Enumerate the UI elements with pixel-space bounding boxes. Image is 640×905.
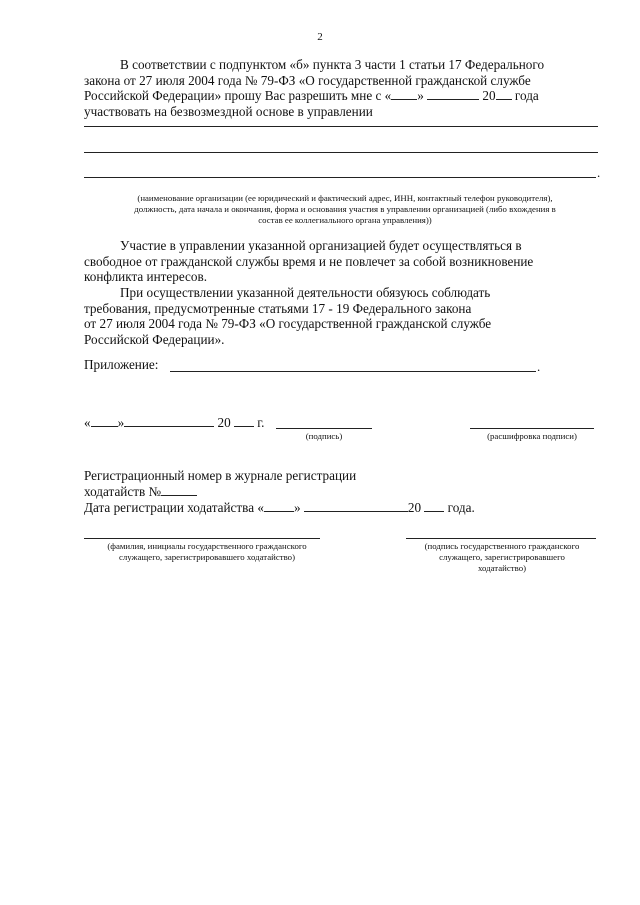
organization-line-2[interactable] <box>84 152 598 153</box>
registrar-name-caption-line-1: (фамилия, инициалы государственного гражданского <box>107 541 307 551</box>
registrar-signature-caption-line-3: ходатайство) <box>477 563 527 573</box>
registration-year-prefix: 20 <box>407 500 422 515</box>
signature-field[interactable] <box>276 428 372 429</box>
registration-day-field[interactable] <box>264 500 294 512</box>
registration-line-2 <box>84 484 197 500</box>
attachment-label: Приложение: <box>84 357 159 372</box>
registration-year-word: года. <box>447 500 475 515</box>
request-line-2: закона от 27 июля 2004 года № 79-ФЗ «О государственной гражданской службе <box>84 72 531 88</box>
organization-caption-line-3: состав ее коллегиального органа управления)) <box>258 215 432 225</box>
organization-line-1[interactable] <box>84 126 598 127</box>
registration-date-label: Дата регистрации ходатайства « <box>84 500 264 515</box>
attachment-period: . <box>537 359 541 374</box>
signature-caption: (подпись) <box>305 431 343 441</box>
organization-caption <box>84 193 606 226</box>
signature-decode-field[interactable] <box>470 428 594 429</box>
request-quote-close: » <box>417 88 424 104</box>
statement2-line-4: Российской Федерации». <box>84 331 225 347</box>
statement2-line-3: от 27 июля 2004 года № 79-ФЗ «О государственной гражданской службе <box>84 316 492 332</box>
start-month-field[interactable] <box>427 88 479 100</box>
signature-year-suffix: г. <box>257 415 265 430</box>
organization-caption-line-2: должность, дата начала и окончания, форма и основания участия в управлении организацией (либо вхождения в <box>134 204 556 214</box>
request-line-4: участвовать на безвозмездной основе в управлении <box>84 103 373 119</box>
request-year-word: года <box>514 88 539 104</box>
registrar-signature-field[interactable] <box>406 538 596 539</box>
registrar-signature-caption <box>400 541 604 574</box>
registration-quote-close: » <box>293 500 301 515</box>
statement1-line-3: конфликта интересов. <box>84 269 208 285</box>
registrar-name-caption <box>84 541 330 563</box>
registration-number-field[interactable] <box>161 484 197 496</box>
organization-line-period: . <box>597 165 601 180</box>
signature-quote-close: » <box>117 415 125 430</box>
registration-year-field[interactable] <box>424 500 444 512</box>
registration-line-3 <box>84 500 475 516</box>
registrar-name-field[interactable] <box>84 538 320 539</box>
statement1-line-2: свободное от гражданской службы время и не повлечет за собой возникновение <box>84 253 534 269</box>
registration-line-1: Регистрационный номер в журнале регистрации <box>84 468 357 483</box>
statement-conflict-paragraph <box>84 238 606 285</box>
signature-month-field[interactable] <box>124 415 214 427</box>
statement1-line-1: Участие в управлении указанной организацией будет осуществляться в <box>120 238 522 253</box>
attachment-field[interactable] <box>170 371 536 372</box>
signature-quote-open: « <box>84 415 91 430</box>
registrar-signature-caption-line-1: (подпись государственного гражданского <box>424 541 580 551</box>
statement-obligation-paragraph <box>84 285 606 347</box>
request-line-1: В соответствии с подпунктом «б» пункта 3 части 1 статьи 17 Федерального <box>120 57 545 72</box>
registration-number-label: ходатайств № <box>84 484 162 499</box>
registrar-name-caption-line-2: служащего, зарегистрировавшего ходатайство) <box>118 552 296 562</box>
registrar-signature-caption-line-2: служащего, зарегистрировавшего <box>439 552 565 562</box>
start-year-field[interactable] <box>496 88 512 100</box>
signature-date-row <box>84 415 264 431</box>
signature-year-field[interactable] <box>234 415 254 427</box>
start-day-field[interactable] <box>391 88 417 100</box>
request-year-prefix: 20 <box>482 88 496 104</box>
organization-caption-line-1: (наименование организации (ее юридический и фактический адрес, ИНН, контактный телефон руководителя), <box>137 193 553 203</box>
registration-month-field[interactable] <box>304 500 408 512</box>
signature-decode-caption: (расшифровка подписи) <box>487 431 577 441</box>
organization-line-3[interactable] <box>84 177 596 178</box>
signature-year-prefix: 20 <box>217 415 231 430</box>
request-line-3 <box>84 88 606 104</box>
signature-day-field[interactable] <box>91 415 118 427</box>
statement2-line-1: При осуществлении указанной деятельности обязуюсь соблюдать <box>120 285 491 300</box>
page-number: 2 <box>317 31 323 43</box>
request-paragraph <box>84 57 606 119</box>
request-start-text: Российской Федерации» прошу Вас разрешить мне с « <box>84 88 392 104</box>
statement2-line-2: требования, предусмотренные статьями 17 - 19 Федерального закона <box>84 300 472 316</box>
